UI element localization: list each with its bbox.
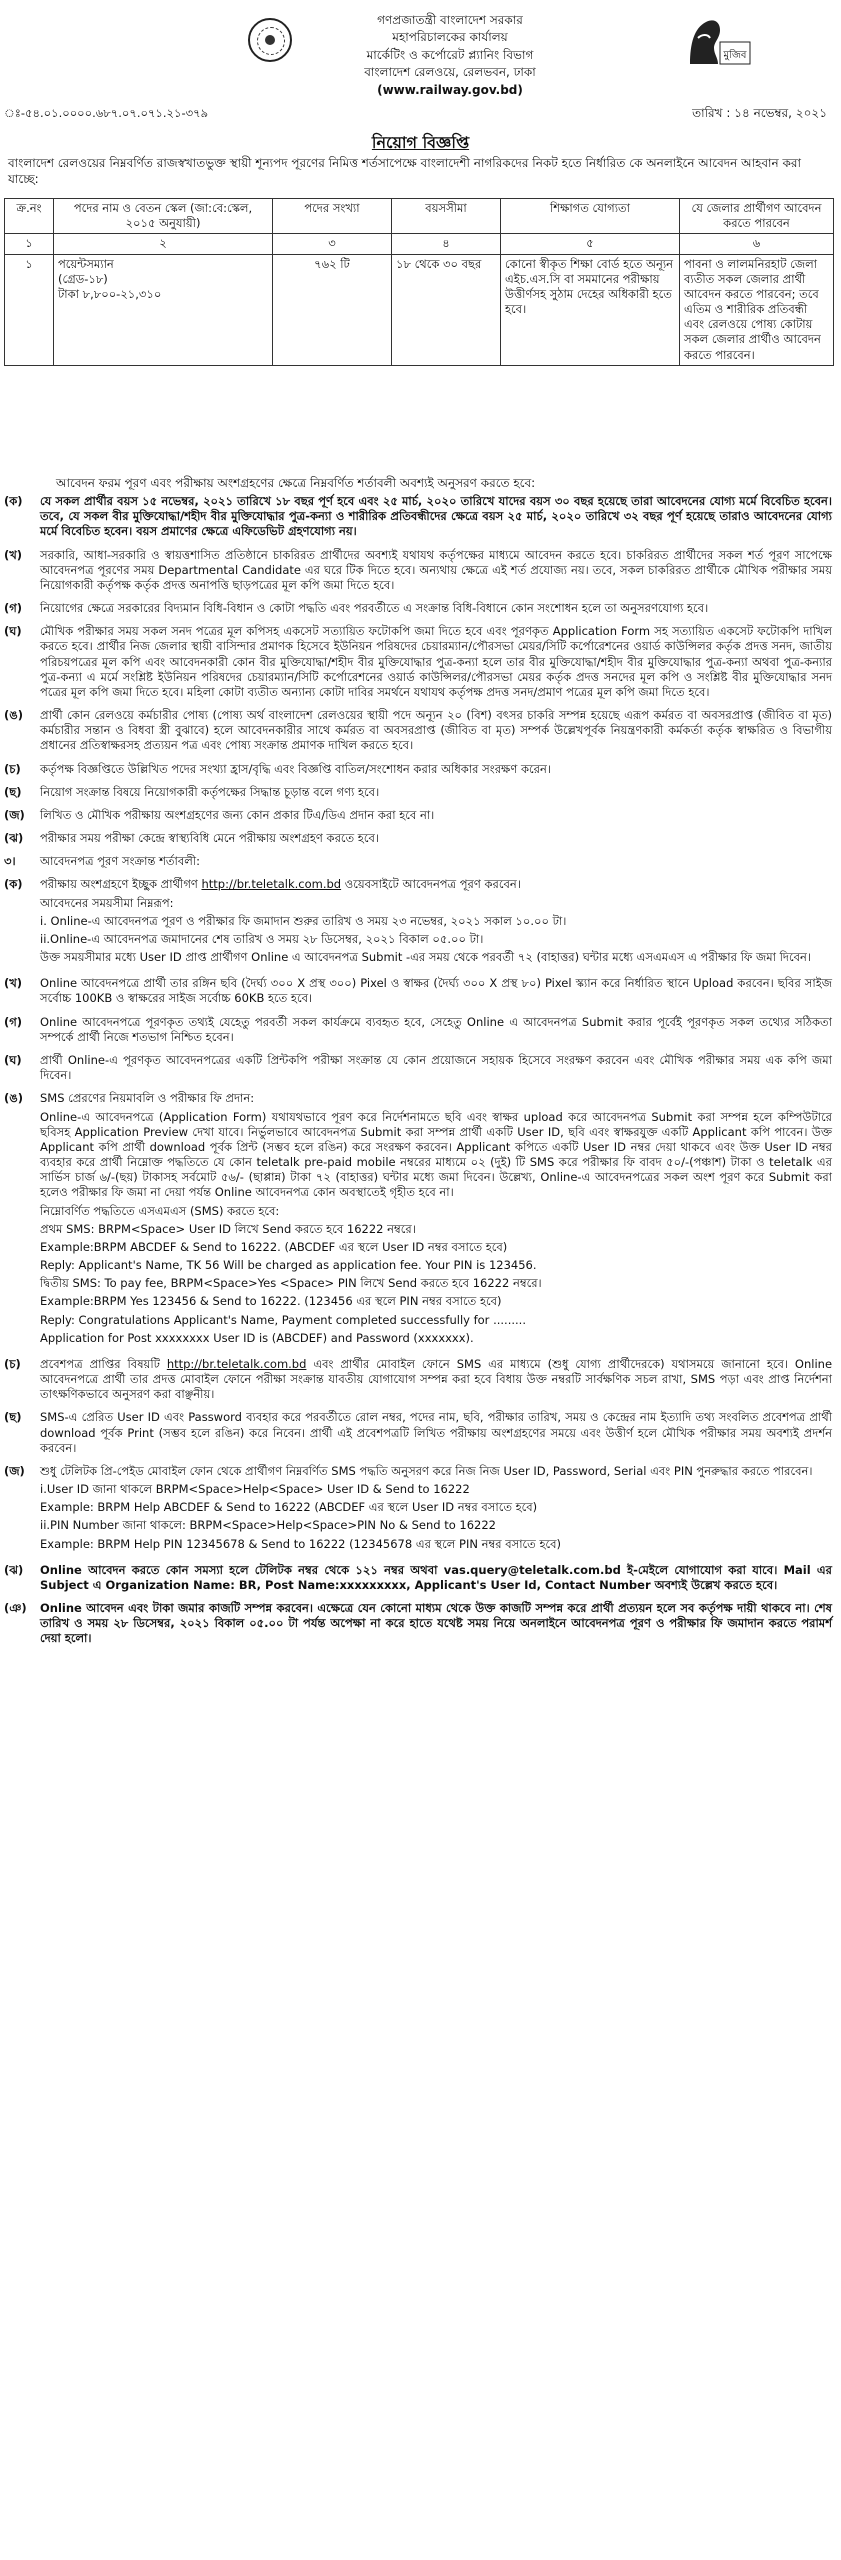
second-sms-reply: Reply: Congratulations Applicant's Name, Payment completed successfully for ......... (40, 1312, 526, 1327)
end-date: ii.Online-এ আবেদনপত্র জমাদানের শেষ তারিখ ও সময় ২৮ ডিসেম্বর, ২০২১ বিকাল ০৫.০০ টা। (40, 931, 484, 946)
section-heading (4, 854, 832, 869)
start-date: i. Online-এ আবেদনপত্র পূরণ ও পরীক্ষার ফি জমাদান শুরুর তারিখ ও সময় ২৩ নভেম্বর, ২০২১ সকাল ১০.০০ টা। (40, 913, 567, 928)
second-sms: দ্বিতীয় SMS: To pay fee, BRPM<Space>Yes <Space> PIN লিখে Send করতে হবে 16222 নম্বরে। (40, 1276, 542, 1291)
condition-label: (ছ) (4, 784, 22, 799)
recovery-userid: i.User ID জানা থাকলে BRPM<Space>Help<Space> User ID & Send to 16222 (40, 1482, 470, 1497)
condition-item (4, 624, 832, 700)
fee-deadline: উক্ত সময়সীমার মধ্যে User ID প্রাপ্ত প্রার্থীগণ Online এ আবেদনপত্র Submit -এর সময় থেকে পরবর্তী ৭২ (বাহাত্তর) ঘন্টার মধ্যে এসএমএস এ পরীক্ষার ফি জমা দিবেন। (40, 950, 811, 965)
conditions-intro: আবেদন ফরম পূরণ এবং পরীক্ষায় অংশগ্রহণের ক্ষেত্রে নিম্নবর্ণিত শর্তাবলী অবশ্যই অনুসরণ করতে হবে: (56, 476, 536, 490)
condition-text (40, 1357, 832, 1403)
section-title: আবেদনপত্র পূরণ সংক্রান্ত শর্তাবলী: (40, 854, 200, 869)
condition-text: পরীক্ষার সময় পরীক্ষা কেন্দ্রে স্বাস্থ্যবিধি মেনে পরীক্ষায় অংশগ্রহণ করতে হবে। (40, 831, 379, 846)
condition-item (4, 877, 832, 968)
condition-label: (গ) (4, 601, 23, 616)
condition-item (4, 831, 832, 846)
condition-text: Online আবেদনপত্রে প্রার্থী তার রঙ্গিন ছবি (দৈর্ঘ্য ৩০০ X প্রস্থ ৩০০) Pixel ও স্বাক্ষর (দৈর্ঘ্য ৩০০ X প্রস্থ ৮০) Pixel স্ক্যান করে নির্ধারিত স্থানে Upload করবেন। ছবির সাইজ সর্বোচ্চ 100KB ও স্বাক্ষরের সাইজ সর্বোচ্চ 60KB হতে হবে। (40, 976, 832, 1006)
condition-text: লিখিত ও মৌখিক পরীক্ষায় অংশগ্রহণের জন্য কোন প্রকার টিএ/ডিএ প্রদান করা হবে না। (40, 807, 435, 822)
condition-item (4, 1601, 832, 1647)
condition-text: Online আবেদন এবং টাকা জমার কাজটি সম্পন্ন করবেন। এক্ষেত্রে যেন কোনো মাধ্যম থেকে উক্ত কাজটি সম্পন্ন করে প্রার্থী প্রত্যয়ন হলে সব কর্তৃপক্ষ দায়ী থাকবে না। শেষ তারিখ ও সময় ২৮ ডিসেম্বর, ২০২১ বিকাল ০৫.০০ টা পর্যন্ত অপেক্ষা না করে হাতে যথেষ্ট সময় নিয়ে অনলাইনে আবেদনপত্র পূরণ ও পরীক্ষার ফি জমাদান করতে পরামর্শ দেয়া হলো। (40, 1601, 832, 1646)
second-sms-reply-cont: Application for Post xxxxxxxx User ID is (ABCDEF) and Password (xxxxxxx). (40, 1330, 474, 1345)
col-post: পদের নাম ও বেতন স্কেল (জা:বে:স্কেল, ২০১৫ অনুযায়ী) (54, 199, 273, 234)
apply-website-suffix: ওয়েবসাইটে আবেদনপত্র পূরণ করবেন। (344, 877, 521, 892)
condition-item (4, 976, 832, 1006)
condition-label: (ঘ) (4, 1052, 22, 1067)
col-qualification: শিক্ষাগত যোগ্যতা (501, 199, 680, 234)
post-scale: টাকা ৮,৮০০-২১,৩১০ (58, 286, 162, 301)
condition-item (4, 785, 832, 800)
issue-date: তারিখ : ১৪ নভেম্বর, ২০২১ (692, 106, 827, 120)
recovery-intro: শুধু টেলিটক প্রি-পেইড মোবাইল ফোন থেকে প্রার্থীগণ নিম্নবর্ণিত SMS পদ্ধতি অনুসরণ করে নিজ নিজ User ID, Password, Serial এবং PIN পুনরুদ্ধার করতে পারবেন। (40, 1463, 813, 1478)
condition-text: Online আবেদন করতে কোন সমস্যা হলে টেলিটক নম্বর থেকে ১২১ নম্বর অথবা vas.query@teletalk.com.bd ই-মেইলে যোগাযোগ করা যাবে। Mail এর Subject এ Organization Name: BR, Post Name:xxxxxxxxx, Applicant's User Id, Contact Number অবশ্যই উল্লেখ করতে হবে। (40, 1562, 832, 1592)
condition-label: (চ) (4, 1356, 21, 1371)
condition-label: (ঙ) (4, 708, 23, 723)
first-sms: প্রথম SMS: BRPM<Space> User ID লিখে Send করতে হবে 16222 নম্বরে। (40, 1221, 416, 1236)
condition-text (40, 1464, 832, 1555)
condition-text: SMS-এ প্রেরিত User ID এবং Password ব্যবহার করে পরবর্তীতে রোল নম্বর, পদের নাম, ছবি, পরীক্ষার তারিখ, সময় ও কেন্দ্রের নাম ইত্যাদি তথ্য সংবলিত প্রবেশপত্র প্রার্থী download পূর্বক Print (সম্ভব হলে রঙিন) করে নিবেন। প্রার্থী এই প্রবেশপত্রটি লিখিত পরীক্ষায় অংশগ্রহণের সময়ে এবং উত্তীর্ণ হলে মৌখিক পরীক্ষার সময় অবশ্যই প্রদর্শন করবেন। (40, 1410, 832, 1455)
sms-instructions: Online-এ আবেদনপত্রে (Application Form) যথাযথভাবে পূরণ করে নির্দেশনামতে ছবি এবং স্বাক্ষর upload করে আবেদনপত্র Submit করা সম্পন্ন হলে কম্পিউটারে ছবিসহ Application Preview দেখা যাবে। নির্ভুলভাবে আবেদনপত্র Submit করা সম্পন্ন প্রার্থী একটি User ID, ছবি এবং স্বাক্ষরযুক্ত একটি Applicant কপি পাবেন। উক্ত Applicant কপি প্রার্থী download পূর্বক প্রিন্ট (সম্ভব হলে রঙিন) করে সংরক্ষণ করবেন। Applicant কপিতে একটি User ID নম্বর দেয়া থাকবে এবং উক্ত User ID নম্বর ব্যবহার করে প্রার্থী নিম্নোক্ত পদ্ধতিতে যে কোন teletalk pre-paid mobile নম্বরের মাধ্যমে ০২ (দুই) টি SMS করে পরীক্ষার ফি বাবদ ৫০/-(পঞ্চাশ) টাকা ও teletalk এর সার্ভিস চার্জ ৬/-(ছয়) টাকাসহ সর্বমোট ৫৬/- (ছাপ্পান্ন) টাকা ৭২ (বাহাত্তর) ঘন্টার মধ্যে জমা দিবেন। উল্লেখ্য, Online-এ আবেদনপত্রের সকল অংশ পূরণ করে Submit করা হলেও পরীক্ষার ফি জমা না দেয়া পর্যন্ত Online আবেদনপত্র কোন অবস্থাতেই গৃহীত হবে না। (40, 1109, 832, 1200)
page-title: নিয়োগ বিজ্ঞপ্তি (371, 133, 470, 152)
office-name: মহাপরিচালকের কার্যালয় (392, 30, 508, 45)
condition-label: (ঝ) (4, 831, 24, 846)
first-sms-example: Example:BRPM ABCDEF & Send to 16222. (ABCDEF এর স্থলে User ID নম্বর বসাতে হবে) (40, 1239, 508, 1254)
condition-text (40, 1091, 832, 1349)
condition-item (4, 808, 832, 823)
col-count: পদের সংখ্যা (273, 199, 392, 234)
condition-text: মৌখিক পরীক্ষার সময় সকল সনদ পত্রের মূল কপিসহ একসেট সত্যায়িত ফটোকপি জমা দিতে হবে এবং পূরণকৃত Application Form সহ সত্যায়িত একসেট ফটোকপি দাখিল করতে হবে। প্রার্থীর নিজ জেলার স্থায়ী বাসিন্দার প্রমাণক হিসেবে ইউনিয়ন পরিষদের চেয়ারম্যান/পৌরসভা মেয়র/সিটি কর্পোরেশনের ওয়ার্ড কাউন্সিলর কর্তৃক প্রদত্ত সনদ, জাতীয় পরিচয়পত্রের মূল কপি এবং আবেদনকারী কোন বীর মুক্তিযোদ্ধা/শহীদ বীর মুক্তিযোদ্ধার পুত্র-কন্যা হলে তার বীর মুক্তিযোদ্ধা/শহীদ বীর মুক্তিযোদ্ধার পুত্র-কন্যা অথবা পুত্র-কন্যার পুত্র-কন্যা এ মর্মে সংশ্লিষ্ট ইউনিয়ন পরিষদের চেয়ারম্যান/সিটি কর্পোরেশনের ওয়ার্ড কাউন্সিলর/পৌরসভা মেয়র কর্তৃক প্রদত্ত সনদের মূল কপি ও সংশ্লিষ্ট বীর মুক্তিযোদ্ধার সনদ পত্রের মূল কপি জমা দিতে হবে। মহিলা কোটা ব্যতীত অন্যান্য কোটা দাবির সমর্থনে যথাযথ কর্তৃপক্ষ প্রদত্ত সনদ/প্রমাণ পত্রের মূল কপি জমা দিতে হবে। (40, 624, 832, 699)
condition-label: (ঞ) (4, 1601, 27, 1616)
condition-item (4, 1015, 832, 1045)
sms-heading: SMS প্রেরণের নিয়মাবলি ও পরীক্ষার ফি প্রদান: (40, 1091, 255, 1106)
condition-item (4, 601, 832, 616)
recovery-pin: ii.PIN Number জানা থাকলে: BRPM<Space>Help<Space>PIN No & Send to 16222 (40, 1518, 496, 1533)
condition-text: যে সকল প্রার্থীর বয়স ১৫ নভেম্বর, ২০২১ তারিখে ১৮ বছর পূর্ণ হবে এবং ২৫ মার্চ, ২০২০ তারিখে যাদের বয়স ৩০ বছর হয়েছে তারা আবেদনের যোগ্য মর্মে বিবেচিত হবেন। তবে, যে সকল বীর মুক্তিযোদ্ধা/শহীদ বীর মুক্তিযোদ্ধার পুত্র-কন্যা ও শারীরিক প্রতিবন্ধীদের ক্ষেত্রে বয়স ২৫ মার্চ, ২০২০ তারিখে ৩২ বছর পূর্ণ হয়েছে তারাও আবেদনের যোগ্য মর্মে বিবেচিত হবেন। বয়স প্রমাণের ক্ষেত্রে এফিডেভিট গ্রহণযোগ্য নয়। (40, 494, 832, 539)
government-name: গণপ্রজাতন্ত্রী বাংলাদেশ সরকার (377, 13, 523, 27)
condition-text: প্রার্থী কোন রেলওয়ে কর্মচারীর পোষ্য (পোষ্য অর্থ বাংলাদেশ রেলওয়ের স্থায়ী পদে অন্যূন ২০ (বিশ) বৎসর চাকরি সম্পন্ন হয়েছে এরূপ কর্মরত বা অবসরপ্রাপ্ত (জীবিত বা মৃত) কর্মচারীর সন্তান ও বিধবা স্ত্রী বুঝাবে) হলে আবেদনকারীর সাথে কর্মরত বা অবসরপ্রাপ্ত (জীবিত বা মৃত) সম্পর্ক উল্লেখপূর্বক নিয়ন্ত্রণকারী কর্মকর্তা কর্তৃক স্বাক্ষরিত ও বিভাগীয় প্রধানের প্রতিস্বাক্ষরসহ প্রত্যয়ন পত্র এবং পোষ্য সংক্রান্ত প্রমাণক দাখিল করতে হবে। (40, 708, 832, 753)
condition-label: (ক) (4, 494, 23, 508)
memo-number: ঃ-৫৪.০১.০০০০.৬৮৭.০৭.০৭১.২১-৩৭৯ (4, 106, 209, 120)
recovery-pin-example: Example: BRPM Help PIN 12345678 & Send to 16222 (12345678 এর স্থলে PIN নম্বর বসাতে হবে) (40, 1536, 561, 1551)
apply-website-line (40, 877, 832, 892)
admit-card-prefix: প্রবেশপত্র প্রাপ্তির বিষয়টি (40, 1356, 160, 1371)
admit-card-text: এবং প্রার্থীর মোবাইল ফোনে SMS এর মাধ্যমে (শুধু যোগ্য প্রার্থীদেরকে) যথাসময়ে জানানো হবে। Online আবেদনপত্রে প্রার্থী তার প্রদত্ত মোবাইল ফোনে পরীক্ষা সংক্রান্ত যাবতীয় যোগাযোগ সম্পন্ন করা হবে বিধায় উক্ত নম্বরটি সার্বক্ষণিক সচল রাখা, SMS পড়া এবং প্রাপ্ত নির্দেশনা তাৎক্ষণিকভাবে অনুসরণ করা বাঞ্ছনীয়। (40, 1356, 833, 1402)
teletalk-link[interactable]: http://br.teletalk.com.bd (166, 1356, 307, 1371)
condition-label: (চ) (4, 761, 21, 776)
table-row (5, 254, 834, 365)
col-serial: ক্র.নং (5, 199, 54, 234)
condition-label: (ঙ) (4, 1091, 23, 1106)
first-sms-reply: Reply: Applicant's Name, TK 56 Will be charged as application fee. Your PIN is 123456. (40, 1258, 537, 1273)
condition-label: (ঘ) (4, 624, 22, 639)
condition-text: প্রার্থী Online-এ পূরণকৃত আবেদনপত্রের একটি প্রিন্টকপি পরীক্ষা সংক্রান্ত যে কোন প্রয়োজনে সহায়ক হিসেবে সংরক্ষণ করবেন এবং মৌখিক পরীক্ষার সময় এক কপি জমা দিবেন। (40, 1052, 832, 1083)
condition-label: (খ) (4, 547, 23, 562)
condition-label: (গ) (4, 1014, 23, 1029)
col-number: ৬ (680, 234, 834, 254)
mujib-centenary-logo (680, 14, 752, 70)
table-header-row (5, 199, 834, 234)
teletalk-link[interactable]: http://br.teletalk.com.bd (201, 877, 342, 892)
recovery-userid-example: Example: BRPM Help ABCDEF & Send to 16222 (ABCDEF এর স্থলে User ID নম্বর বসাতে হবে) (40, 1500, 538, 1515)
logo-text: মুজিব (723, 50, 747, 61)
condition-label: (ছ) (4, 1410, 22, 1425)
condition-label: (ঝ) (4, 1562, 24, 1577)
post-grade: (গ্রেড-১৮) (58, 271, 108, 286)
col-number: ১ (5, 234, 54, 254)
conditions-list (4, 494, 832, 1655)
condition-item (4, 1053, 832, 1083)
col-number: ৫ (501, 234, 680, 254)
section-number: ৩। (4, 854, 16, 869)
condition-text: সরকারি, আধা-সরকারি ও স্বায়ত্তশাসিত প্রতিষ্ঠানে চাকরিরত প্রার্থীদের অবশ্যই যথাযথ কর্তৃপক্ষের মাধ্যমে আবেদন করতে হবে। চাকরিরত প্রার্থীদের সকল শর্ত পূরণ সাপেক্ষে আবেদনপত্র পূরণের সময় Departmental Candidate এর ঘরে টিক দিতে হবে। অন্যথায় ক্ষেত্রে এই শর্ত প্রযোজ্য নয়। তবে, সকল চাকরিরত প্রার্থীকে মৌখিক পরীক্ষার সময় নিয়োগকারী কর্তৃপক্ষ কর্তৃক প্রদত্ত অনাপত্তি ছাড়পত্রের মূল কপি জমা দিতে হবে। (40, 547, 832, 592)
row-serial: ১ (5, 254, 54, 365)
government-emblem-icon (248, 18, 292, 62)
second-sms-example: Example:BRPM Yes 123456 & Send to 16222. (123456 এর স্থলে PIN নম্বর বসাতে হবে) (40, 1294, 502, 1309)
col-number: ২ (54, 234, 273, 254)
col-districts: যে জেলার প্রার্থীগণ আবেদন করতে পারবেন (680, 199, 834, 234)
row-districts: পাবনা ও লালমনিরহাট জেলা ব্যতীত সকল জেলার প্রার্থী আবেদন করতে পারবেন; তবে এতিম ও শারীরিক প্রতিবন্ধী এবং রেলওয়ে পোষ্য কোটায় সকল জেলার প্রার্থীও আবেদন করতে পারবেন। (680, 254, 834, 365)
intro-text: বাংলাদেশ রেলওয়ের নিম্নবর্ণিত রাজস্বখাতভুক্ত স্থায়ী শূন্যপদ পূরণের নিমিত্ত শর্তসাপেক্ষে বাংলাদেশী নাগরিকদের নিকট হতে নির্ধারিত কে অনলাইনে আবেদন আহবান করা যাচ্ছে: (8, 156, 801, 186)
condition-item (4, 1563, 832, 1593)
posts-table (4, 198, 834, 366)
post-name: পয়েন্টসম্যান (58, 256, 114, 271)
col-number: ৪ (392, 234, 501, 254)
apply-website-prefix: পরীক্ষায় অংশগ্রহণে ইচ্ছুক প্রার্থীগণ (40, 877, 198, 892)
row-qualification: কোনো স্বীকৃত শিক্ষা বোর্ড হতে অন্যূন এইচ.এস.সি বা সমমানের পরীক্ষায় উত্তীর্ণসহ সুঠাম দেহের অধিকারী হতে হবে। (501, 254, 680, 365)
col-age: বয়সসীমা (392, 199, 501, 234)
condition-text: Online আবেদনপত্রে পূরণকৃত তথ্যই যেহেতু পরবর্তী সকল কার্যক্রমে ব্যবহৃত হবে, সেহেতু Online এ আবেদনপত্র Submit করার পূর্বেই পূরণকৃত সকল তথ্যের সঠিকতা সম্পর্কে প্রার্থী নিজে শতভাগ নিশ্চিত হবেন। (40, 1014, 832, 1044)
condition-text (40, 877, 832, 968)
condition-label: (জ) (4, 1463, 25, 1478)
condition-item (4, 1464, 832, 1555)
table-number-row (5, 234, 834, 254)
office-location: বাংলাদেশ রেলওয়ে, রেলভবন, ঢাকা (364, 65, 536, 80)
row-count: ৭৬২ টি (273, 254, 392, 365)
condition-item (4, 548, 832, 594)
condition-text: নিয়োগ সংক্রান্ত বিষয়ে নিয়োগকারী কর্তৃপক্ষের সিদ্ধান্ত চূড়ান্ত বলে গণ্য হবে। (40, 784, 380, 799)
deadline-heading: আবেদনের সময়সীমা নিম্নরূপ: (40, 895, 174, 910)
department-name: মার্কেটিং ও কর্পোরেট প্ল্যানিং বিভাগ (366, 47, 534, 62)
condition-item (4, 494, 832, 540)
letterhead (0, 8, 841, 120)
condition-label: (জ) (4, 807, 25, 822)
condition-label: (ক) (4, 877, 23, 892)
condition-item (4, 708, 832, 754)
row-age: ১৮ থেকে ৩০ বছর (392, 254, 501, 365)
office-address (300, 12, 600, 99)
condition-item (4, 1410, 832, 1456)
condition-text: কর্তৃপক্ষ বিজ্ঞপ্তিতে উল্লিখিত পদের সংখ্যা হ্রাস/বৃদ্ধি এবং বিজ্ঞপ্তি বাতিল/সংশোধন করার অধিকার সংরক্ষণ করেন। (40, 761, 551, 776)
website-link[interactable]: (www.railway.gov.bd) (377, 82, 523, 97)
col-number: ৩ (273, 234, 392, 254)
condition-item (4, 1091, 832, 1349)
condition-label: (খ) (4, 976, 23, 991)
row-post (54, 254, 273, 365)
condition-text: নিয়োগের ক্ষেত্রে সরকারের বিদ্যমান বিধি-বিধান ও কোটা পদ্ধতি এবং পরবর্তীতে এ সংক্রান্ত বিধি-বিধানে কোন সংশোধন হলে তা অনুসরণযোগ্য হবে। (40, 601, 709, 616)
condition-item (4, 1357, 832, 1403)
condition-item (4, 762, 832, 777)
sms-method-heading: নিম্নোবর্ণিত পদ্ধতিতে এসএমএস (SMS) করতে হবে: (40, 1203, 280, 1218)
